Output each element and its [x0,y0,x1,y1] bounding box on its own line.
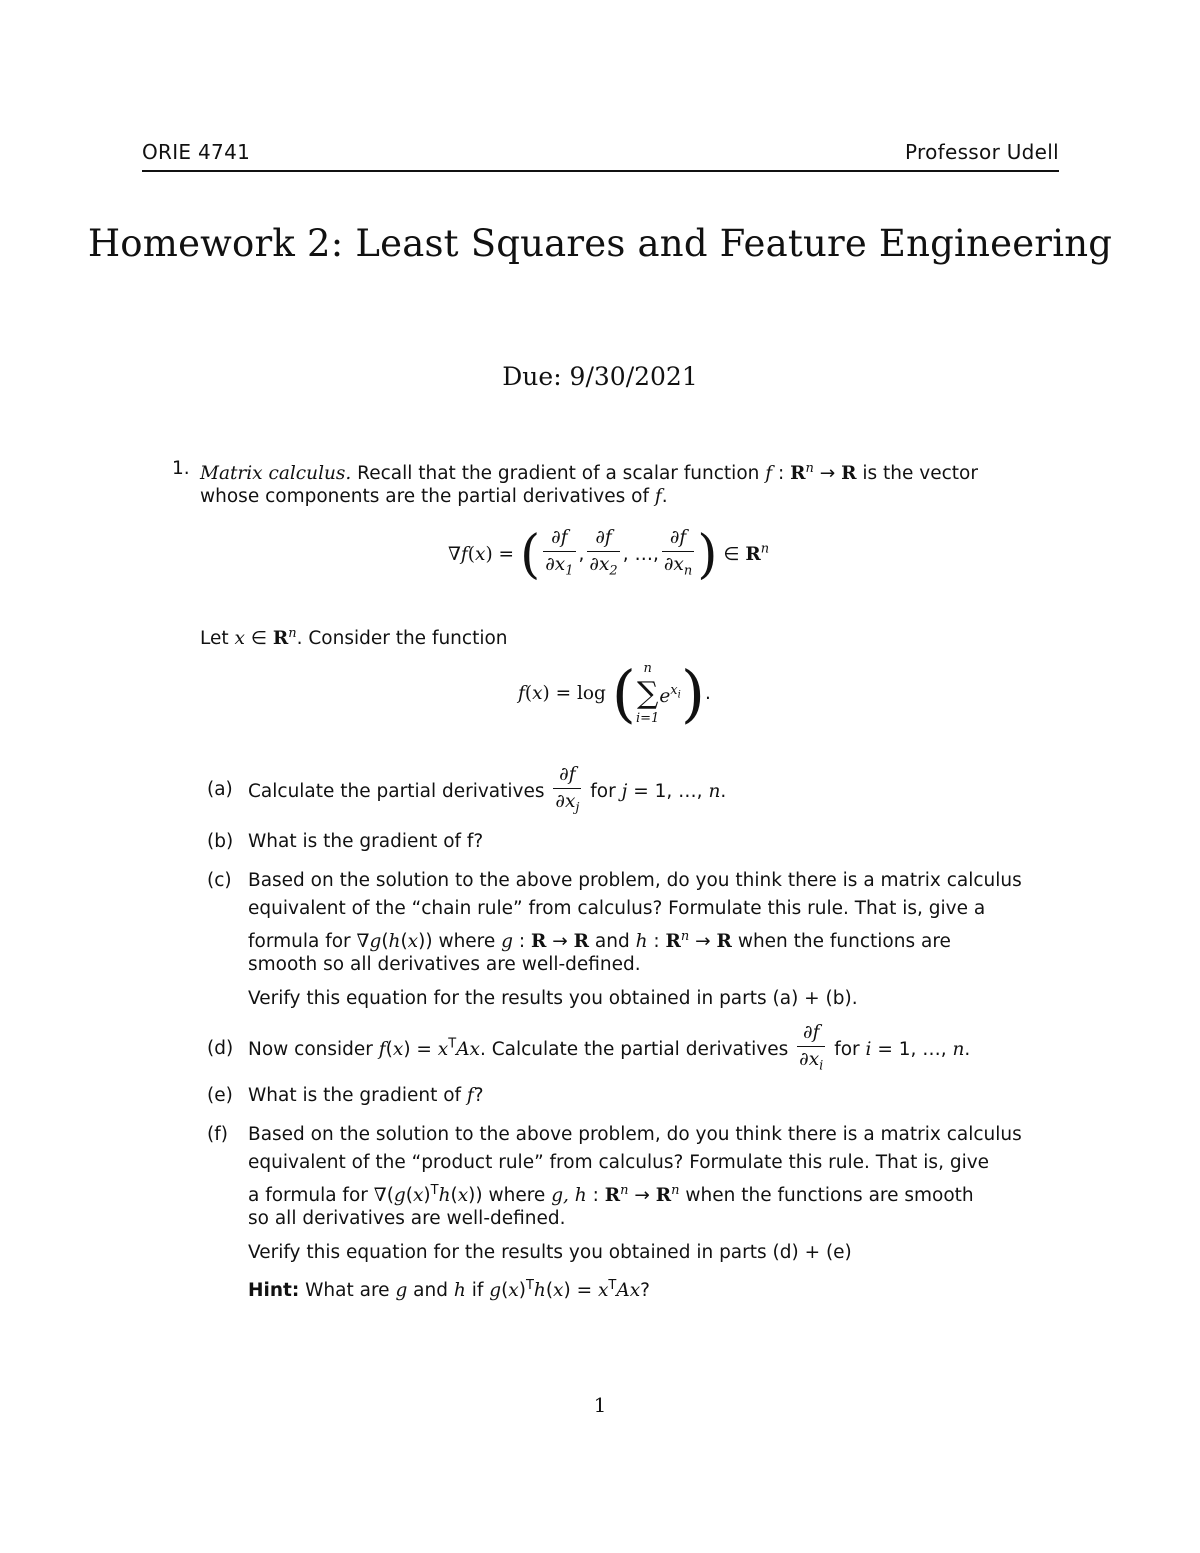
part-d-text: Now consider $f(x) = x^TAx$. Calculate the partial derivatives $\frac{\partial f}{\partial x_i}$ for i = 1, …, n. [248,1022,971,1074]
hint-label: Hint: [248,1280,300,1302]
part-f-line1: Based on the solution to the above problem, do you think there is a matrix calculus [248,1124,1022,1145]
part-f-label: (f) [207,1124,228,1145]
header-rule [142,170,1059,172]
hint-text-a: What are [305,1280,390,1302]
part-a-tail: for [590,780,616,802]
part-c-line3d: when the functions are [737,931,951,953]
part-a-label: (a) [207,779,233,800]
problem-heading: Matrix calculus. [200,463,352,485]
part-d-text-a: Now consider [248,1038,373,1060]
intro-text-b: is the vector [862,463,978,485]
page-title: Homework 2: Least Squares and Feature Engineering [87,222,1113,265]
part-f-hint: Hint: What are g and h if $g(x)^Th(x) = x^TAx$? [248,1278,650,1302]
part-c-line3: formula for ∇g(h(x)) where g : R → R and h : $R^n \to R$ when the functions are [248,929,951,953]
intro-text-a: Recall that the gradient of a scalar function [357,463,760,485]
part-c-verify: Verify this equation for the results you obtained in parts (a) + (b). [248,988,858,1009]
part-c-line3c: and [594,931,630,953]
part-c-line3a: formula for [248,931,351,953]
instructor-name: Professor Udell [905,140,1059,164]
part-a-text: Calculate the partial derivatives $\frac{\partial f}{\partial x_j}$ for j = 1, …, n. [248,764,727,816]
part-d-text-b: . Calculate the partial derivatives [479,1038,789,1060]
part-e-text: What is the gradient of f? [248,1085,484,1106]
page-number: 1 [593,1393,607,1417]
consider-text: . Consider the function [296,628,508,650]
part-f-line3c: when the functions are smooth [685,1185,974,1207]
part-c-line1: Based on the solution to the above problem, do you think there is a matrix calculus [248,870,1022,891]
course-code: ORIE 4741 [142,140,251,164]
gradient-equation: ∇f(x) = ( $\frac{\partial f}{\partial x_1}$ , $\frac{\partial f}{\partial x_2}$ , …, $\frac{\partial f}{\partial x_n}$ ) ∈ $R^n$ [448,524,770,585]
logsumexp-equation: f(x) = log ( n ∑ i=1 $e^{x_i}$). [518,657,711,730]
part-d-label: (d) [207,1038,234,1059]
part-c-label: (c) [207,870,232,891]
let-statement: Let x ∈ $R^n$. Consider the function [200,626,508,650]
hint-text-c: if [471,1280,484,1302]
problem-intro-line2: whose components are the partial derivatives of f. [200,486,668,507]
part-f-line4: so all derivatives are well-defined. [248,1208,566,1229]
part-f-line3a: a formula for [248,1185,368,1207]
intro-line2-text: whose components are the partial derivatives of [200,486,649,507]
part-f-verify: Verify this equation for the results you obtained in parts (d) + (e) [248,1242,852,1263]
let-text: Let [200,628,229,650]
hint-text-b: and [413,1280,448,1302]
part-c-line2: equivalent of the “chain rule” from calculus? Formulate this rule. That is, give a [248,898,986,919]
due-date: Due: 9/30/2021 [502,362,698,391]
problem-number: 1. [172,458,190,479]
part-e-label: (e) [207,1085,233,1106]
part-e-body: What is the gradient of [248,1085,462,1106]
part-c-line4: smooth so all derivatives are well-defined. [248,954,641,975]
part-d-tail: for [834,1038,860,1060]
part-b-label: (b) [207,831,234,852]
part-b-text: What is the gradient of f? [248,831,484,852]
part-f-line2: equivalent of the “product rule” from calculus? Formulate this rule. That is, give [248,1152,990,1173]
part-f-line3: a formula for $\nabla(g(x)^Th(x))$ where g, h : $R^n \to R^n$ when the functions are smooth [248,1183,974,1207]
part-f-line3b: where [488,1185,546,1207]
part-a-body: Calculate the partial derivatives [248,780,545,802]
part-c-line3b: where [438,931,496,953]
problem-intro-line1: Matrix calculus. Recall that the gradient of a scalar function f : $R^n \to R$ is the vector [200,461,978,485]
